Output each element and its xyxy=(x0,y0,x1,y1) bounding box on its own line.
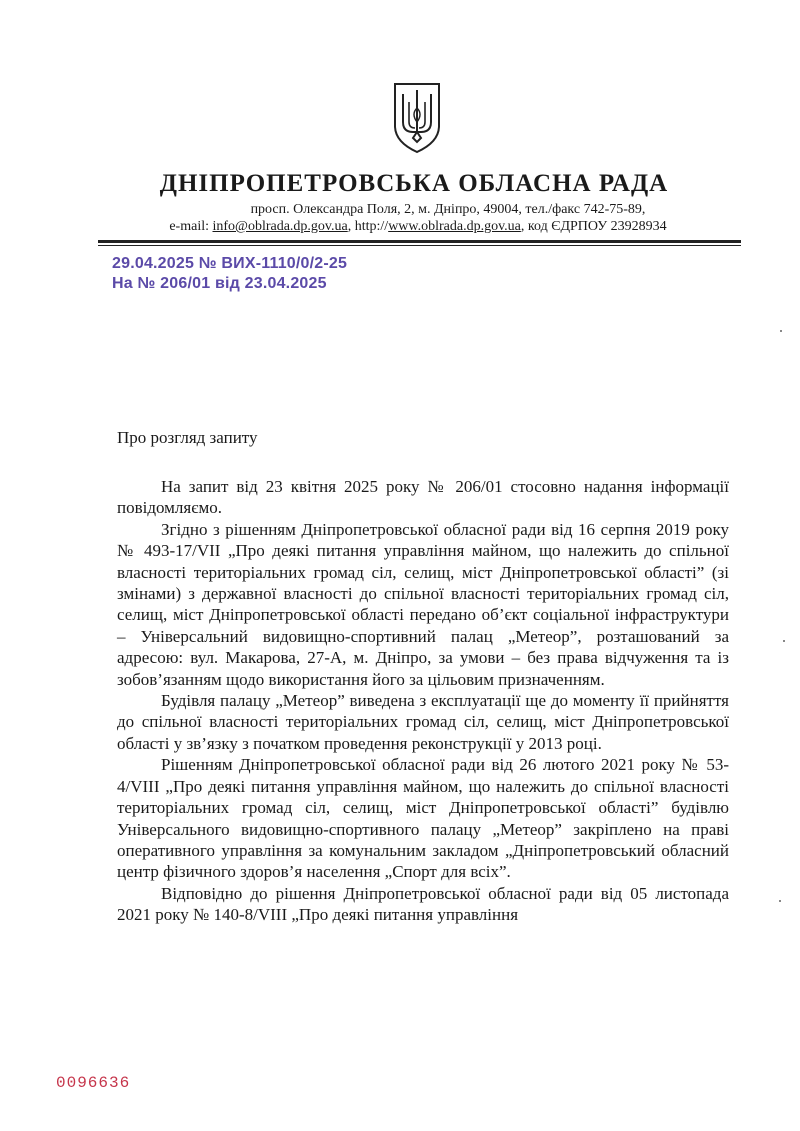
organization-address: просп. Олександра Поля, 2, м. Дніпро, 49004, тел./факс 742-75-89, xyxy=(250,202,646,217)
letter-subject: Про розгляд запиту xyxy=(117,428,258,447)
letter-body xyxy=(117,476,729,926)
body-paragraph: Відповідно до рішення Дніпропетровської обласної ради від 05 листопада 2021 року № 140-8/VIII „Про деякі питання управління xyxy=(117,883,729,925)
website-link[interactable]: www.oblrada.dp.gov.ua xyxy=(388,219,521,234)
serial-number-stamp: 0096636 xyxy=(56,1074,131,1092)
incoming-reference: На № 206/01 від 23.04.2025 xyxy=(112,275,327,292)
outgoing-registration: 29.04.2025 № ВИХ-1110/0/2-25 xyxy=(112,255,348,272)
scan-speck xyxy=(780,330,782,332)
body-paragraph: На запит від 23 квітня 2025 року № 206/01 стосовно надання інформації повідомляємо. xyxy=(117,477,729,518)
web-separator: , http:// xyxy=(347,219,389,234)
email-link[interactable]: info@oblrada.dp.gov.ua xyxy=(212,219,348,234)
body-paragraph: Згідно з рішенням Дніпропетровської обласної ради від 16 серпня 2019 року № 493-17/VII „Про деякі питання управління майном, що належить до спільної власності територіальних громад сіл, селищ, міст Дніпропетровської області” (зі змінами) з державної власності до спільної власності територіальних громад сіл, селищ, міст Дніпропетровської області передано об’єкт соціальної інфраструктури – Універсальний видовищно-спортивний палац „Метеор”, розташований за адресою: вул. Макарова, 27-А, м. Дніпро, за умови – без права відчуження та із зобов’язанням щодо використання його за цільовим призначенням. xyxy=(117,519,729,689)
organization-name: ДНІПРОПЕТРОВСЬКА ОБЛАСНА РАДА xyxy=(159,170,669,197)
scan-speck xyxy=(783,640,785,642)
email-label: e-mail: xyxy=(169,219,213,234)
edrpou-code: , код ЄДРПОУ 23928934 xyxy=(520,219,667,234)
header-divider-thick xyxy=(98,240,741,243)
body-paragraph: Рішенням Дніпропетровської обласної ради від 26 лютого 2021 року № 53-4/VIII „Про деякі питання управління майном, що належить до спільної власності територіальних громад сіл, селищ, міст Дніпропетровської області” будівлю Універсального видовищно-спортивного палацу „Метеор” закріплено на праві оперативного управління за комунальним закладом „Дніпропетровський обласний центр фізичного здоров’я населення „Спорт для всіх”. xyxy=(117,755,729,882)
header-divider-thin xyxy=(98,245,741,246)
scan-speck xyxy=(779,900,781,902)
trident-coat-of-arms-icon xyxy=(393,82,441,154)
body-paragraph: Будівля палацу „Метеор” виведена з експлуатації ще до моменту її прийняття до спільної власності територіальних громад сіл, селищ, міст Дніпропетровської області у зв’язку з початком проведення реконструкції у 2013 році. xyxy=(117,691,729,753)
organization-contacts xyxy=(0,219,800,235)
